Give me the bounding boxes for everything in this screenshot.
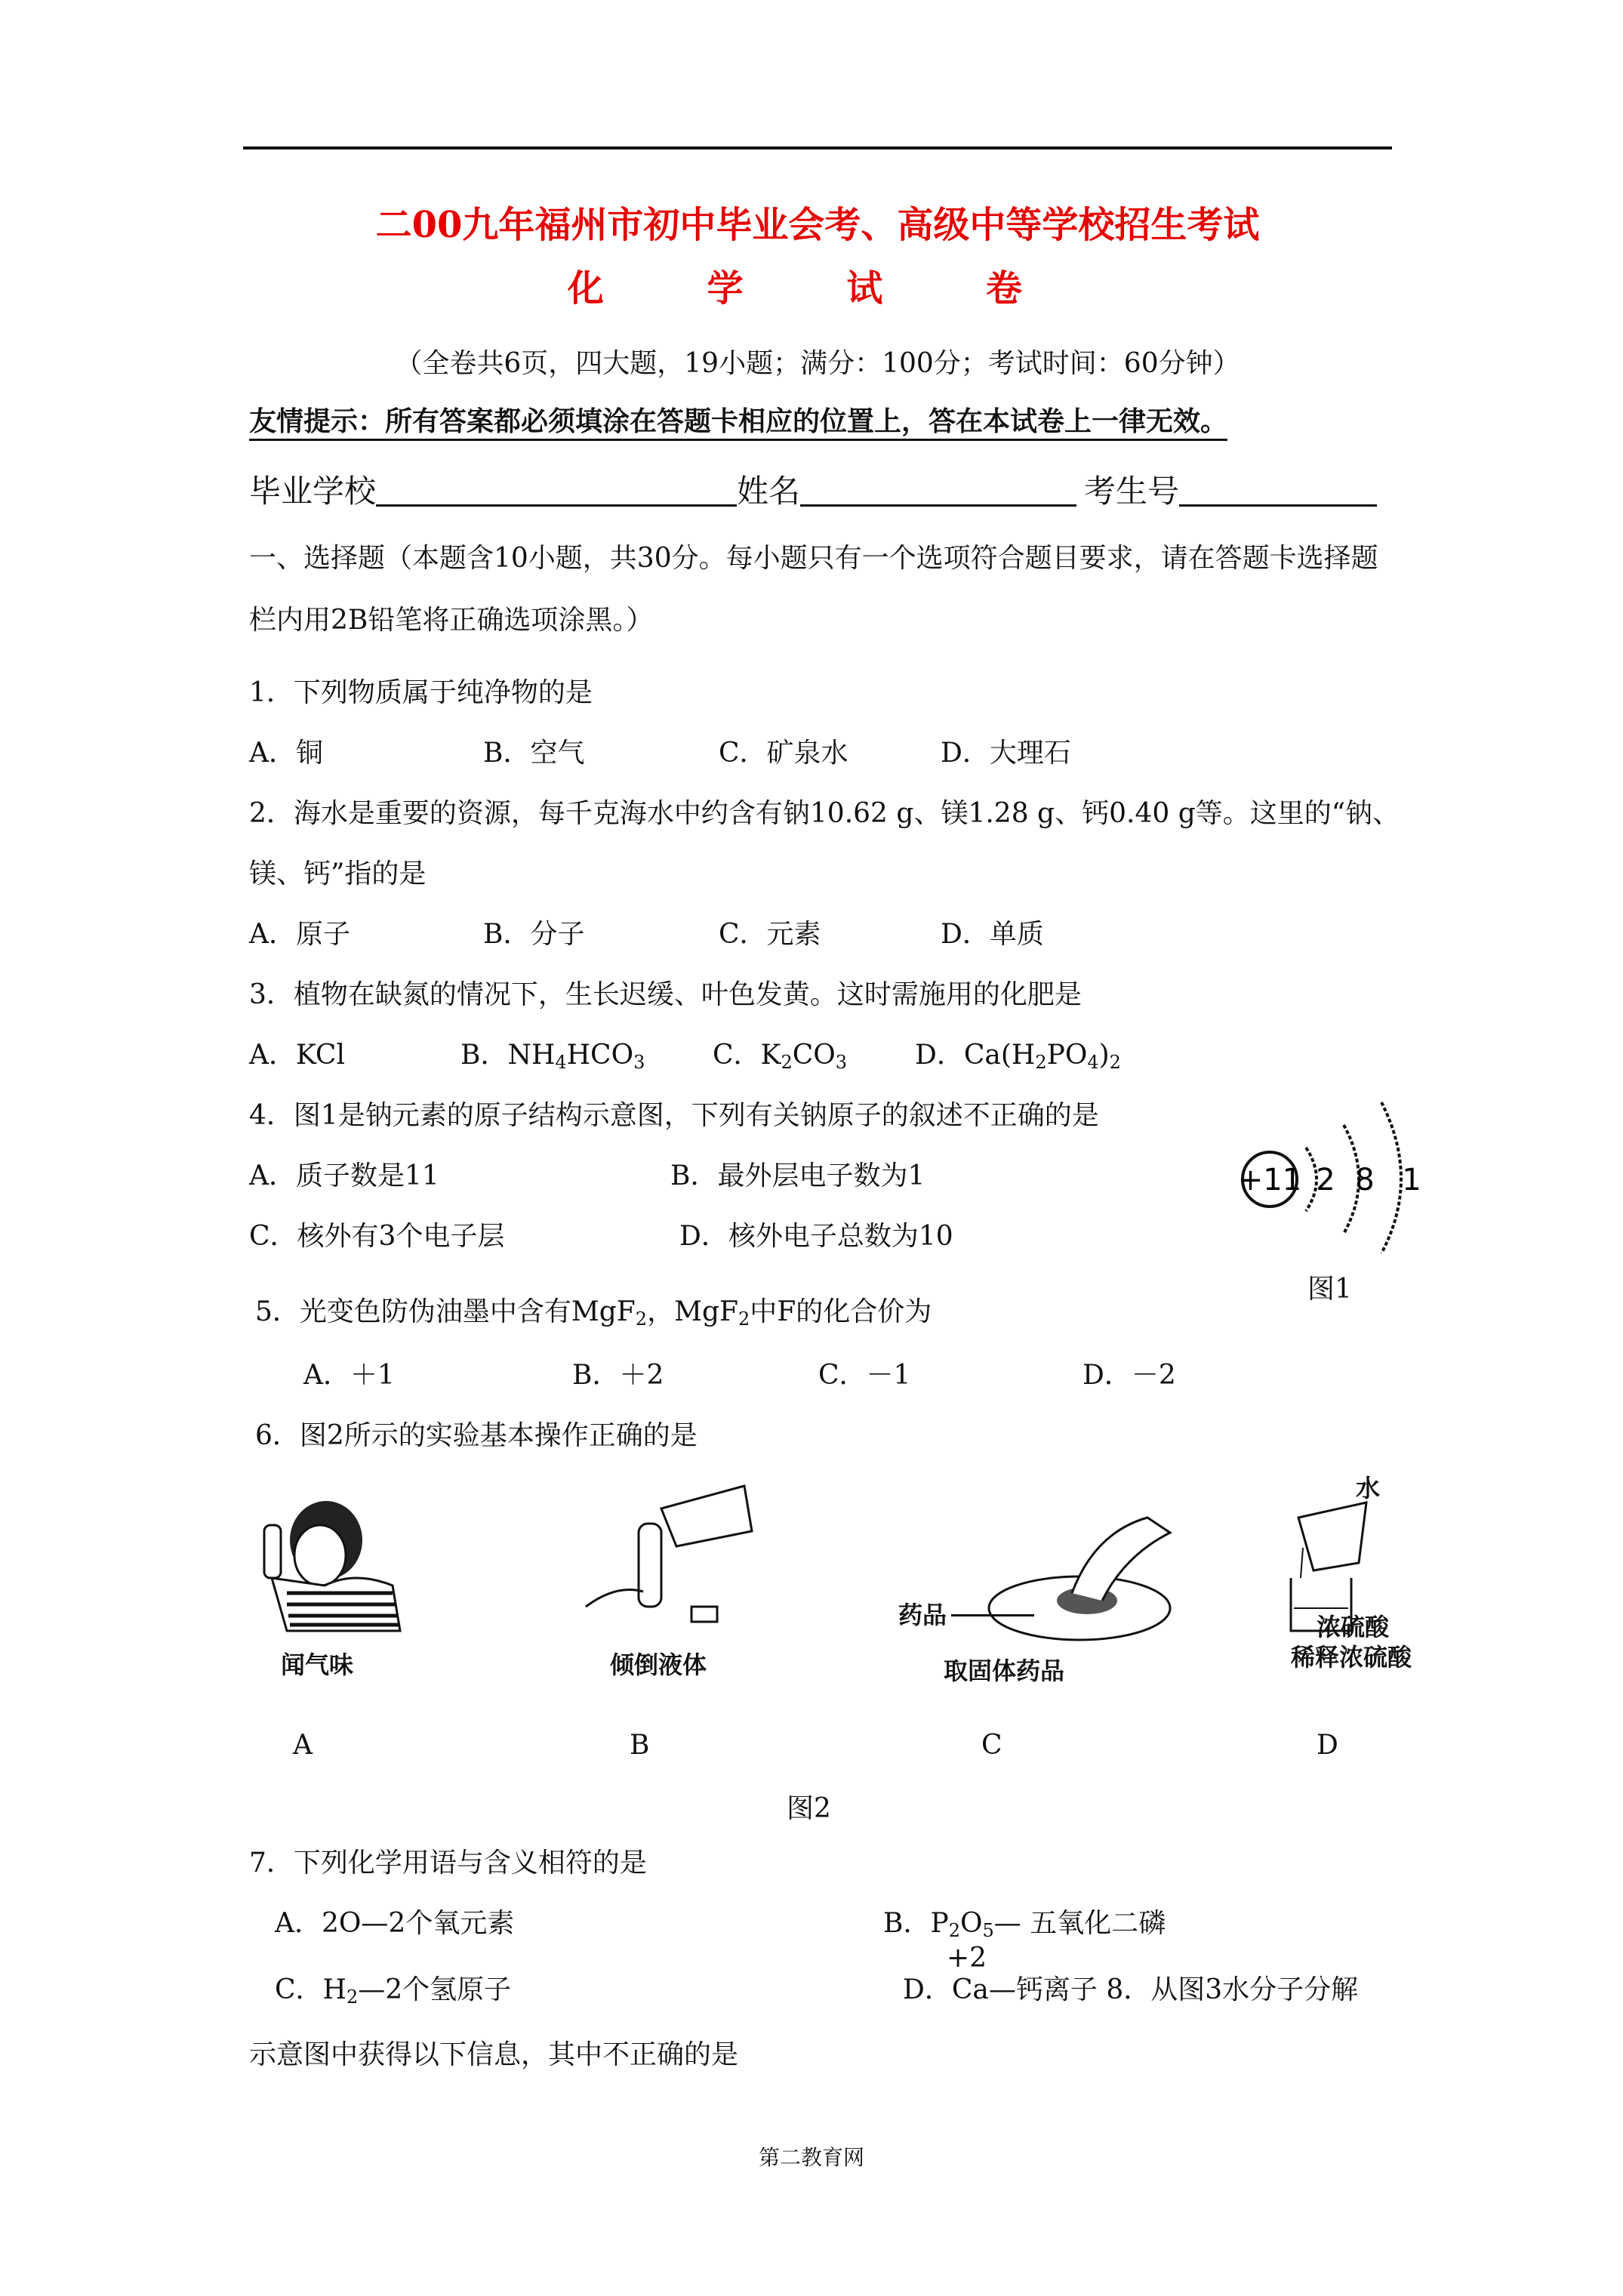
q5-stem-pre: 5．光变色防伪油墨中含有MgF	[255, 1296, 636, 1327]
figure2-b-pouring	[578, 1478, 759, 1644]
q5-stem-post: 中F的化合价为	[750, 1296, 932, 1327]
q3-b-post: HCO	[566, 1040, 634, 1071]
exam-title: 二00九年福州市初中毕业会考、高级中等学校招生考试	[375, 204, 1260, 246]
q3-option-a: A．KCl	[249, 1040, 345, 1071]
q5-stem	[255, 1296, 932, 1336]
exam-no-field[interactable]	[1179, 474, 1377, 507]
name-field[interactable]	[800, 474, 1076, 507]
atom-diagram	[1230, 1087, 1434, 1253]
section1-heading-line1: 一、选择题（本题含10小题，共30分。每小题只有一个选项符合题目要求，请在答题卡选择题	[249, 543, 1378, 574]
q3-stem: 3．植物在缺氮的情况下，生长迟缓、叶色发黄。这时需施用的化肥是	[249, 979, 1082, 1010]
tip-text	[249, 405, 1227, 438]
figure2-c-annot: 药品	[898, 1601, 947, 1629]
figure1-sodium-atom	[1230, 1087, 1434, 1253]
q3-d-sub2: 4	[1087, 1052, 1099, 1073]
q1-option-d: D．大理石	[941, 738, 1071, 769]
hand-outline	[586, 1590, 643, 1607]
q3-c-sub1: 2	[781, 1052, 793, 1073]
q7-stem: 7．下列化学用语与含义相符的是	[249, 1848, 647, 1878]
q2-stem-1: 2．海水是重要的资源，每千克海水中约含有钠10.62 g、镁1.28 g、钙0.40 g等。这里的“钠、	[249, 798, 1400, 829]
q3-c-sub2: 3	[835, 1052, 848, 1073]
figure2-c-pointer	[951, 1614, 1034, 1616]
q1-option-a: A．铜	[249, 738, 323, 769]
q7-b-sub1: 2	[948, 1920, 960, 1941]
q3-d-mid: PO	[1046, 1040, 1088, 1071]
taking-solid-illustration	[981, 1502, 1178, 1646]
q4-option-b: B．最外层电子数为1	[670, 1160, 925, 1191]
figure2-a-label: 闻气味	[281, 1650, 354, 1679]
tip-text-label: 友情提示：所有答案都必须填涂在答题卡相应的位置上，答在本试卷上一律无效。	[249, 405, 1227, 441]
pouring-liquid-illustration	[578, 1478, 759, 1644]
figure2-c-label: 取固体药品	[944, 1657, 1065, 1685]
q7-b-sub2: 5	[982, 1920, 994, 1941]
q5-option-c: C．－1	[818, 1360, 911, 1391]
q3-b-pre: B．NH	[460, 1040, 556, 1071]
exam-info: （全卷共6页，四大题，19小题；满分：100分；考试时间：60分钟）	[395, 348, 1240, 379]
q5-option-a: A．＋1	[303, 1360, 395, 1391]
reagent-bottle	[661, 1486, 752, 1546]
q5-option-b: B．＋2	[572, 1360, 664, 1391]
footer-text: 第二教育网	[758, 2145, 864, 2170]
q7-b-mid: O	[959, 1908, 983, 1939]
q4-option-a: A．质子数是11	[249, 1160, 439, 1191]
q3-d-sub1: 2	[1035, 1052, 1047, 1073]
figure2-d-annot-water: 水	[1356, 1474, 1381, 1502]
q2-option-a: A．原子	[249, 919, 350, 950]
q2-option-d: D．单质	[941, 919, 1044, 950]
beaker-water	[1298, 1502, 1366, 1570]
figure2-option-d: D	[1317, 1730, 1338, 1761]
q7-option-d-sup: +2	[947, 1943, 987, 1974]
q2-stem-2: 镁、钙”指的是	[249, 858, 427, 889]
figure2-option-a: A	[293, 1730, 313, 1761]
q6-stem: 6．图2所示的实验基本操作正确的是	[255, 1420, 698, 1451]
q1-option-b: B．空气	[483, 738, 585, 769]
q2-option-b: B．分子	[483, 919, 585, 950]
figure2-c-solid	[981, 1502, 1178, 1646]
shell-count-3: 1	[1402, 1163, 1421, 1197]
q5-sub1: 2	[635, 1308, 648, 1330]
q3-d-sub3: 2	[1109, 1052, 1121, 1073]
q7-option-d: D．Ca—钙离子 8．从图3水分子分解	[903, 1974, 1359, 2005]
bottle-shape	[264, 1525, 281, 1578]
name-label: 姓名	[737, 473, 801, 510]
student-fields	[249, 471, 1377, 512]
shell-count-2: 8	[1355, 1163, 1375, 1197]
q5-sub2: 2	[738, 1308, 750, 1330]
figure2-b-label: 倾倒液体	[610, 1650, 707, 1679]
school-field[interactable]	[376, 474, 737, 507]
q3-d-pre: D．Ca(H	[915, 1040, 1036, 1071]
q3-b-sub2: 3	[633, 1052, 645, 1073]
q3-c-mid: CO	[792, 1040, 836, 1071]
q7-option-a: A．2O—2个氧元素	[275, 1908, 515, 1939]
section1-heading-line2: 栏内用2B铅笔将正确选项涂黑。）	[249, 605, 654, 636]
q3-option-b	[460, 1039, 645, 1079]
school-label: 毕业学校	[249, 473, 377, 510]
figure1-caption: 图1	[1307, 1274, 1352, 1305]
exam-subtitle	[243, 266, 1392, 311]
bottle-stopper	[691, 1607, 717, 1622]
q8-continuation: 示意图中获得以下信息，其中不正确的是	[249, 2039, 739, 2070]
q7-option-c	[275, 1974, 511, 2014]
q7-b-pre: B．P	[883, 1908, 949, 1939]
q7-c-sub1: 2	[346, 1986, 359, 2008]
figure2-caption: 图2	[787, 1793, 831, 1824]
q7-b-post: — 五氧化二磷	[993, 1908, 1166, 1939]
q4-stem: 4．图1是钠元素的原子结构示意图，下列有关钠原子的叙述不正确的是	[249, 1100, 1099, 1131]
figure2-option-c: C	[981, 1730, 1002, 1761]
q1-option-c: C．矿泉水	[719, 738, 848, 769]
figure2-d-annot-acid: 浓硫酸	[1317, 1613, 1390, 1641]
figure2-d-label: 稀释浓硫酸	[1291, 1643, 1412, 1672]
shell-arc-1	[1306, 1148, 1317, 1211]
test-tube	[639, 1524, 661, 1607]
face-shape	[294, 1525, 346, 1586]
figure2-option-b: B	[630, 1730, 650, 1761]
q7-c-post: —2个氢原子	[358, 1974, 512, 2005]
q7-c-pre: C．H	[275, 1974, 346, 2005]
q3-option-c	[713, 1039, 847, 1079]
q5-option-d: D．－2	[1083, 1360, 1176, 1391]
exam-subtitle-text: 化 学 试 卷	[567, 267, 1068, 310]
figure2-a-smell	[242, 1495, 408, 1646]
q7-option-b	[883, 1907, 1166, 1947]
q4-option-d: D．核外电子总数为10	[679, 1221, 953, 1252]
q3-c-pre: C．K	[713, 1040, 781, 1071]
top-rule	[243, 146, 1392, 149]
shell-count-1: 2	[1316, 1163, 1335, 1197]
q2-option-c: C．元素	[719, 919, 821, 950]
q3-option-d	[915, 1039, 1121, 1079]
nucleus-label: +11	[1237, 1163, 1302, 1197]
q5-stem-mid: ，MgF	[647, 1296, 738, 1327]
shell-arc-3	[1381, 1102, 1401, 1253]
q3-d-post: )	[1098, 1040, 1110, 1071]
q4-option-c: C．核外有3个电子层	[249, 1221, 505, 1252]
person-smelling-illustration	[242, 1495, 408, 1646]
exam-no-label: 考生号	[1084, 473, 1180, 510]
q3-b-sub1: 4	[555, 1052, 567, 1073]
q1-stem: 1．下列物质属于纯净物的是	[249, 677, 593, 708]
